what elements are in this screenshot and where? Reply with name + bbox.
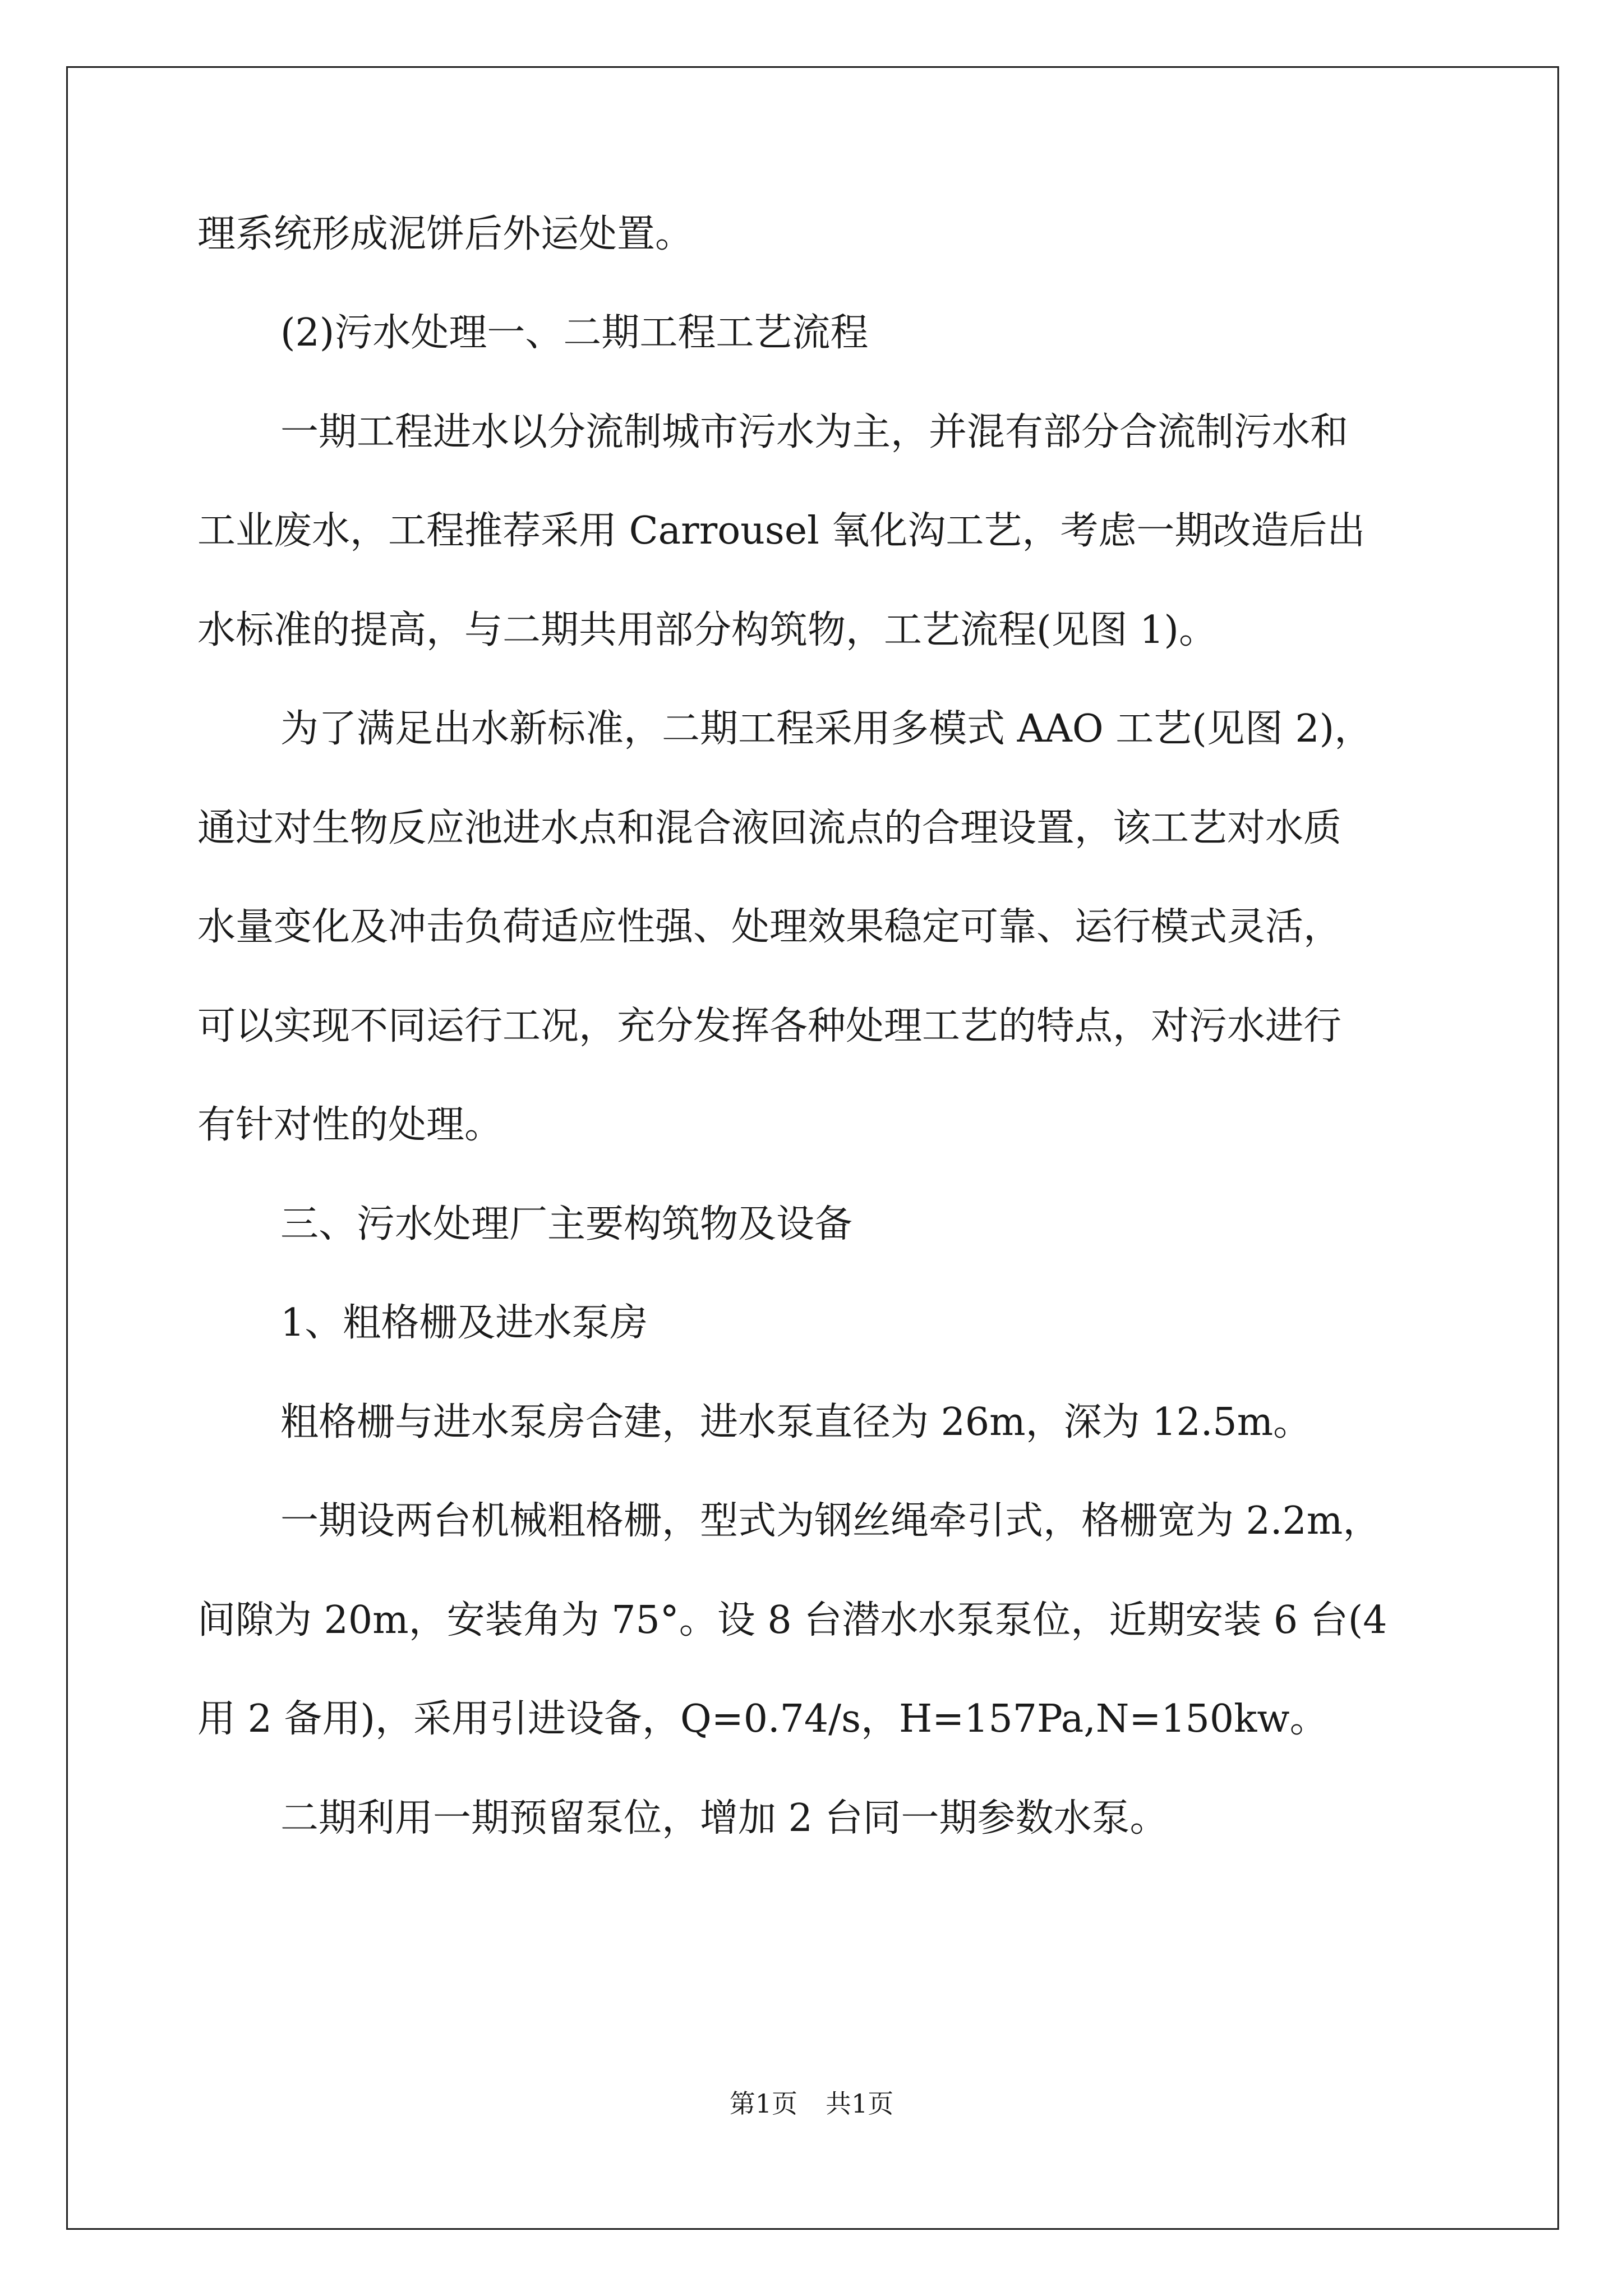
paragraph-line: 理系统形成泥饼后外运处置。 [197, 212, 694, 256]
paragraph-line: 水量变化及冲击负荷适应性强、处理效果稳定可靠、运行模式灵活， [197, 905, 1342, 949]
section-heading: 三、污水处理厂主要构筑物及设备 [280, 1202, 853, 1246]
paragraph-line: 通过对生物反应池进水点和混合液回流点的合理设置，该工艺对水质 [197, 806, 1342, 850]
paragraph-line: 间隙为 20m，安装角为 75°。设 8 台潜水水泵泵位，近期安装 6 台(4 [197, 1598, 1387, 1642]
paragraph-line: 为了满足出水新标准，二期工程采用多模式 AAO 工艺(见图 2)， [280, 707, 1373, 751]
page-total: 共1页 [826, 2088, 894, 2119]
paragraph-line: 一期工程进水以分流制城市污水为主，并混有部分合流制污水和 [280, 410, 1349, 454]
paragraph-line: 工业废水，工程推荐采用 Carrousel 氧化沟工艺，考虑一期改造后出 [197, 509, 1366, 553]
paragraph-line: 可以实现不同运行工况，充分发挥各种处理工艺的特点，对污水进行 [197, 1004, 1342, 1048]
section-heading: (2)污水处理一、二期工程工艺流程 [280, 311, 869, 355]
paragraph-line: 粗格栅与进水泵房合建，进水泵直径为 26m，深为 12.5m。 [280, 1400, 1312, 1444]
paragraph-line: 水标准的提高，与二期共用部分构筑物，工艺流程(见图 1)。 [197, 608, 1217, 652]
paragraph-line: 一期设两台机械粗格栅，型式为钢丝绳牵引式，格栅宽为 2.2m， [280, 1499, 1381, 1543]
paragraph-line: 用 2 备用)，采用引进设备，Q=0.74/s，H=157Pa,N=150kw。 [197, 1697, 1328, 1741]
paragraph-line: 有针对性的处理。 [197, 1103, 503, 1147]
page-number: 第1页 [729, 2088, 797, 2119]
paragraph-line: 二期利用一期预留泵位，增加 2 台同一期参数水泵。 [280, 1796, 1168, 1841]
page-footer [0, 2087, 1623, 2120]
subsection-heading: 1、粗格栅及进水泵房 [280, 1301, 648, 1345]
